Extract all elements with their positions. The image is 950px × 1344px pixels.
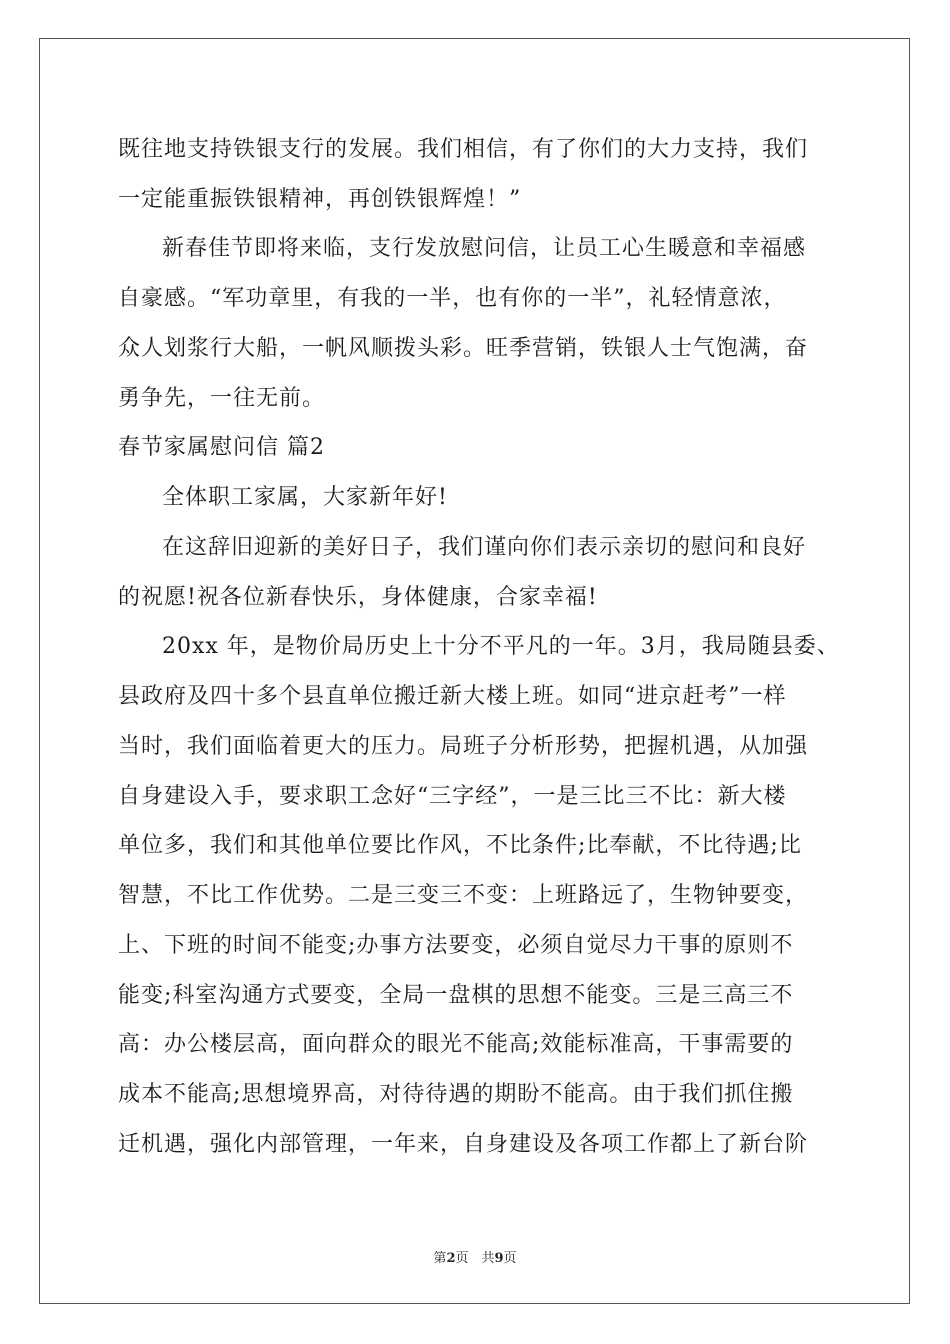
text-line: 迁机遇，强化内部管理，一年来，自身建设及各项工作都上了新台阶	[118, 1132, 809, 1157]
text-line: 一定能重振铁银精神，再创铁银辉煌！”	[118, 187, 522, 212]
page-number: 2	[446, 1251, 456, 1266]
text-line: 当时，我们面临着更大的压力。局班子分析形势，把握机遇，从加强	[118, 734, 809, 759]
text-line: 单位多，我们和其他单位要比作风，不比条件;比奉献，不比待遇;比	[118, 833, 802, 858]
page-border	[39, 38, 910, 1304]
text-line: 众人划浆行大船，一帆风顺拨头彩。旺季营销，铁银人士气饱满，奋	[118, 336, 809, 361]
total-pages: 9	[494, 1251, 504, 1266]
footer-prefix: 第	[433, 1251, 447, 1266]
text-line: 县政府及四十多个县直单位搬迁新大楼上班。如同“进京赶考”一样	[118, 684, 787, 709]
text-line: 高：办公楼层高，面向群众的眼光不能高;效能标准高，干事需要的	[118, 1032, 794, 1057]
text-line: 智慧，不比工作优势。二是三变三不变：上班路远了，生物钟要变，	[118, 883, 809, 908]
text-line: 上、下班的时间不能变;办事方法要变，必须自觉尽力干事的原则不	[118, 933, 794, 958]
footer-mid: 页 共	[455, 1251, 495, 1266]
text-line: 勇争先，一往无前。	[118, 386, 326, 411]
paragraph-start: 在这辞旧迎新的美好日子，我们谨向你们表示亲切的慰问和良好	[162, 535, 807, 560]
text-line: 成本不能高;思想境界高，对待待遇的期盼不能高。由于我们抓住搬	[118, 1082, 794, 1107]
text-line: 的祝愿!祝各位新春快乐，身体健康，合家幸福!	[118, 585, 598, 610]
salutation: 全体职工家属，大家新年好!	[162, 485, 448, 510]
page-footer	[0, 1247, 950, 1266]
section-heading: 春节家属慰问信 篇2	[118, 435, 325, 460]
text-line: 既往地支持铁银支行的发展。我们相信，有了你们的大力支持，我们	[118, 137, 809, 162]
text-line: 自豪感。“军功章里，有我的一半，也有你的一半”，礼轻情意浓，	[118, 286, 787, 311]
footer-suffix: 页	[503, 1251, 517, 1266]
text-line: 能变;科室沟通方式要变，全局一盘棋的思想不能变。三是三高三不	[118, 983, 794, 1008]
paragraph-start: 新春佳节即将来临，支行发放慰问信，让员工心生暖意和幸福感	[162, 236, 807, 261]
paragraph-start: 20xx 年，是物价局历史上十分不平凡的一年。3月，我局随县委、	[162, 634, 840, 659]
text-line: 自身建设入手，要求职工念好“三字经”，一是三比三不比：新大楼	[118, 784, 787, 809]
